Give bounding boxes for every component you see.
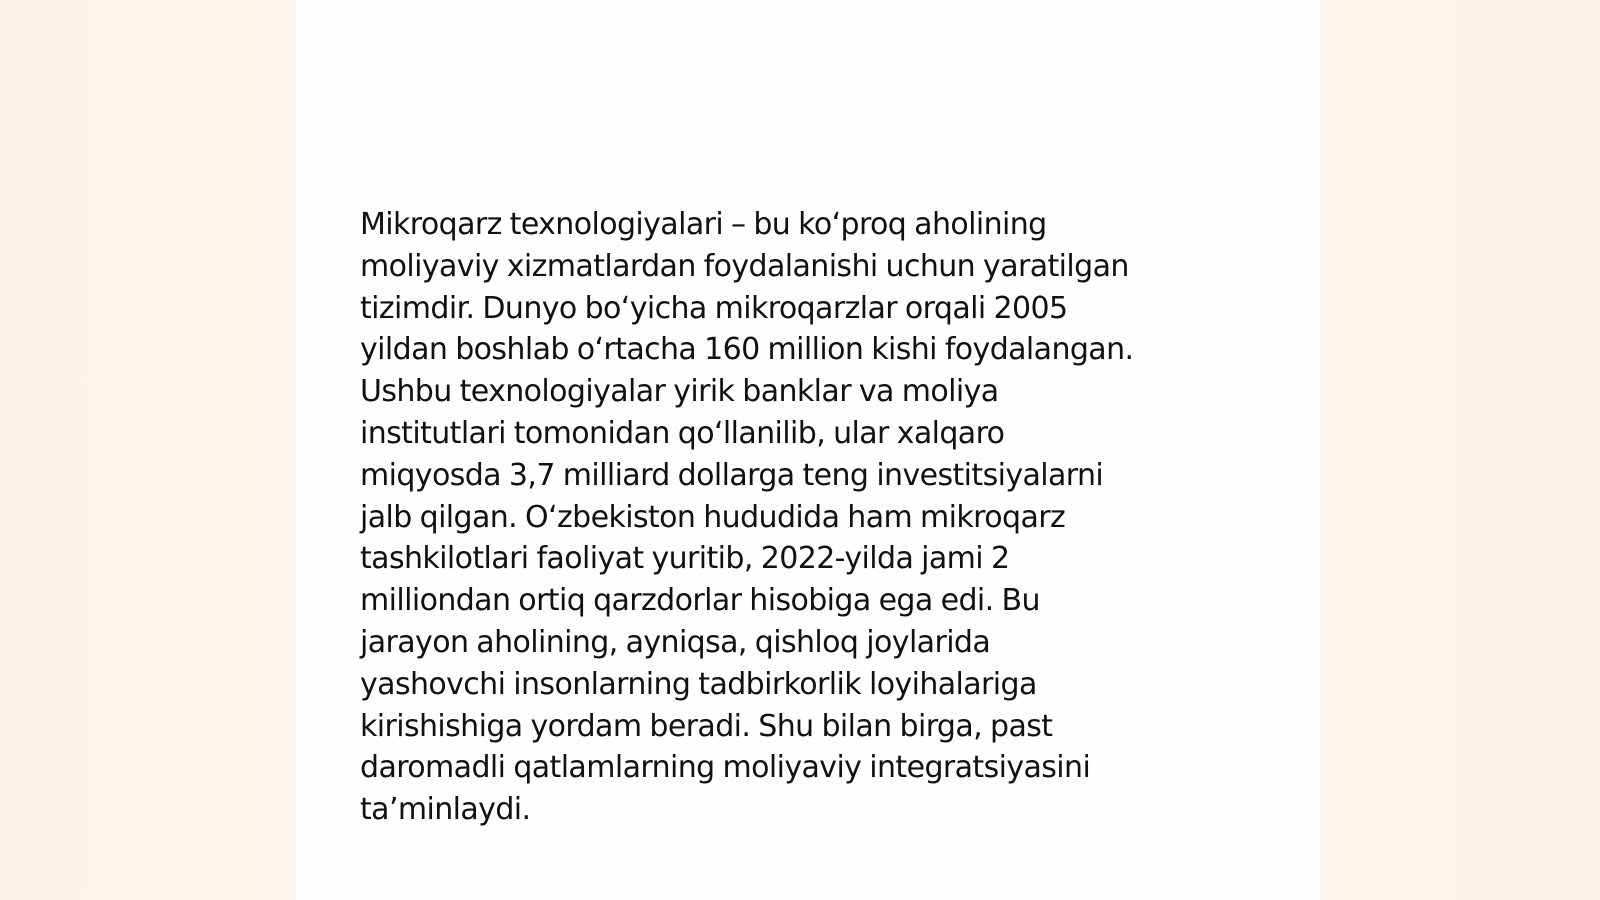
text-line: yashovchi insonlarning tadbirkorlik loyihalariga xyxy=(360,666,1037,702)
text-line: kirishishiga yordam beradi. Shu bilan birga, past xyxy=(360,708,1053,744)
text-line: daromadli qatlamlarning moliyaviy integratsiyasini xyxy=(360,750,1091,786)
text-line: tizimdir. Dunyo boʻyicha mikroqarzlar orqali 2005 xyxy=(360,290,1068,326)
text-line: jalb qilgan. Oʻzbekiston hududida ham mikroqarz xyxy=(360,499,1066,535)
text-line: institutlari tomonidan qoʻllanilib, ular xalqaro xyxy=(360,415,1005,451)
text-line: Ushbu texnologiyalar yirik banklar va moliya xyxy=(360,374,999,410)
slide-body-text xyxy=(360,204,1260,831)
left-margin-background xyxy=(0,0,296,900)
text-line: Mikroqarz texnologiyalari – bu koʻproq aholining xyxy=(360,207,1047,242)
text-line: jarayon aholining, ayniqsa, qishloq joylarida xyxy=(360,624,991,660)
text-line: taʼminlaydi. xyxy=(360,792,531,828)
slide-canvas xyxy=(296,0,1320,900)
right-margin-background xyxy=(1320,0,1600,900)
text-line: yildan boshlab oʻrtacha 160 million kishi foydalangan. xyxy=(360,332,1134,368)
text-line: tashkilotlari faoliyat yuritib, 2022-yilda jami 2 xyxy=(360,541,1010,577)
text-line: milliondan ortiq qarzdorlar hisobiga ega edi. Bu xyxy=(360,583,1040,619)
text-line: miqyosda 3,7 milliard dollarga teng investitsiyalarni xyxy=(360,457,1104,493)
text-line: moliyaviy xizmatlardan foydalanishi uchun yaratilgan xyxy=(360,248,1129,284)
